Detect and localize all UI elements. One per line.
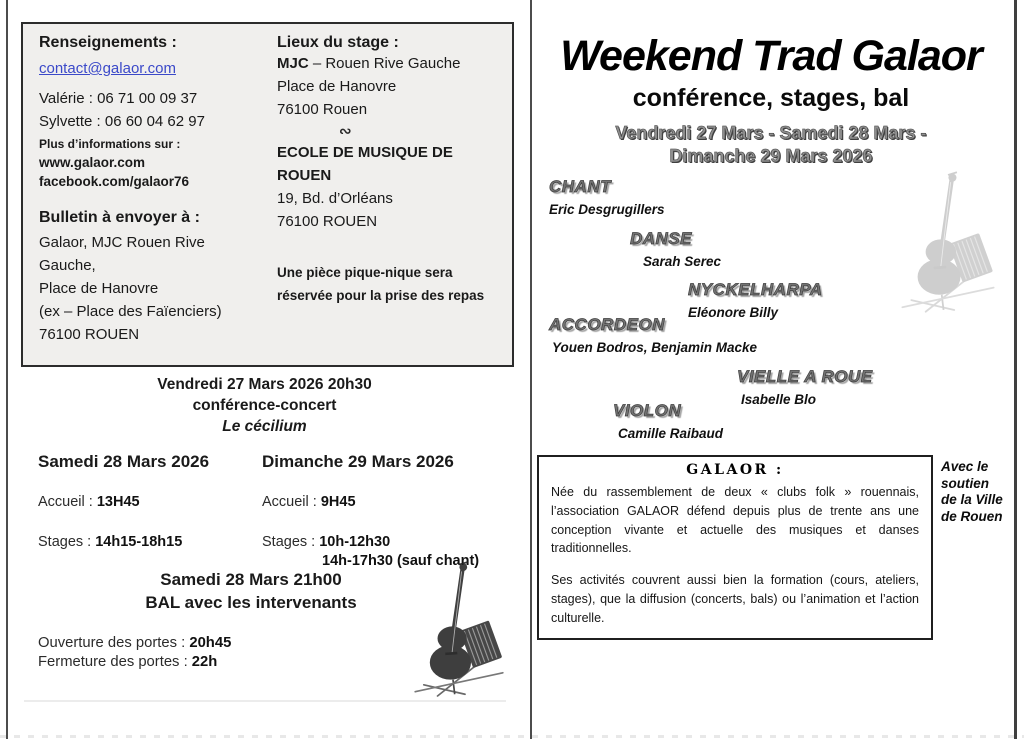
stages-label: Stages : bbox=[262, 534, 320, 550]
workshop-violon: VIOLON bbox=[613, 401, 682, 420]
stages-label: Stages : bbox=[38, 534, 96, 550]
workshop-chant: CHANT bbox=[549, 177, 611, 196]
ornament-icon: ∾ bbox=[339, 122, 352, 140]
galaor-box-title: GALAOR : bbox=[686, 462, 784, 478]
venue-mjc bbox=[277, 52, 500, 75]
venue-ecole-line: ROUEN bbox=[277, 167, 332, 184]
venue-mjc-name: MJC bbox=[277, 55, 309, 72]
workshop-accordeon-teacher: Youen Bodros, Benjamin Macke bbox=[552, 340, 758, 355]
venue-line: 19, Bd. d’Orléans bbox=[277, 190, 393, 207]
contact-info-panel bbox=[39, 34, 267, 351]
phone-sylvette: Sylvette : 06 60 04 62 97 bbox=[39, 113, 205, 130]
page-subtitle: conférence, stages, bal bbox=[632, 84, 910, 112]
address-line: (ex – Place des Faïenciers) bbox=[39, 303, 222, 320]
support-line: de Rouen bbox=[941, 508, 1003, 524]
workshop-violon-teacher: Camille Raibaud bbox=[618, 426, 724, 441]
page-edge-artifact bbox=[0, 735, 1024, 738]
page-left-border bbox=[6, 0, 8, 739]
accueil-label: Accueil : bbox=[262, 494, 321, 510]
workshop-danse-teacher: Sarah Serec bbox=[643, 254, 722, 269]
accueil-label: Accueil : bbox=[38, 494, 97, 510]
venues-panel bbox=[267, 34, 500, 351]
workshop-accordeon: ACCORDEON bbox=[549, 315, 665, 334]
picnic-note bbox=[277, 261, 500, 307]
phone-valerie: Valérie : 06 71 00 09 37 bbox=[39, 90, 198, 107]
page-title: Weekend Trad Galaor bbox=[560, 32, 982, 80]
workshop-vielle-a-roue-teacher: Isabelle Blo bbox=[741, 392, 817, 407]
support-line: soutien bbox=[941, 475, 990, 491]
bal-date: Samedi 28 Mars 21h00 bbox=[160, 570, 342, 589]
friday-event: conférence-concert bbox=[192, 397, 337, 414]
more-info-label: Plus d’informations sur : bbox=[39, 137, 181, 151]
workshop-nyckelharpa: NYCKELHARPA bbox=[688, 280, 823, 299]
sunday-schedule bbox=[262, 452, 479, 571]
accueil-value: 9H45 bbox=[320, 494, 356, 510]
friday-date: Vendredi 27 Mars 2026 20h30 bbox=[157, 376, 372, 393]
address-line: 76100 ROUEN bbox=[39, 326, 140, 343]
event-dates-line: Vendredi 27 Mars - Samedi 28 Mars - bbox=[615, 123, 927, 143]
venue-line: 76100 Rouen bbox=[277, 101, 368, 118]
doors-close-label: Fermeture des portes : bbox=[38, 654, 192, 670]
address-line: Place de Hanovre bbox=[39, 280, 159, 297]
doors-open-label: Ouverture des portes : bbox=[38, 635, 190, 651]
doors-close-value: 22h bbox=[191, 654, 218, 670]
friday-show-title: Le cécilium bbox=[222, 418, 307, 435]
picnic-note-line: Une pièce pique-nique sera bbox=[277, 265, 453, 280]
sunday-title: Dimanche 29 Mars 2026 bbox=[262, 452, 454, 471]
bulletin-heading: Bulletin à envoyer à : bbox=[39, 209, 200, 226]
event-dates bbox=[532, 122, 1010, 168]
venue-mjc-rest: – Rouen Rive Gauche bbox=[308, 55, 461, 72]
contact-heading: Renseignements : bbox=[39, 34, 177, 51]
bal-title: BAL avec les intervenants bbox=[145, 593, 357, 612]
info-box bbox=[21, 22, 514, 367]
workshop-danse: DANSE bbox=[630, 229, 693, 248]
city-support-note bbox=[941, 459, 1016, 525]
venue-ecole-line: ECOLE DE MUSIQUE DE bbox=[277, 144, 453, 161]
stages-value: 10h-12h30 bbox=[319, 534, 391, 550]
stages-value-2: 14h-17h30 (sauf chant) bbox=[322, 553, 480, 569]
saturday-title: Samedi 28 Mars 2026 bbox=[38, 452, 210, 471]
facebook-text: facebook.com/galaor76 bbox=[39, 174, 190, 189]
support-line: de la Ville bbox=[941, 492, 1003, 507]
event-dates-line: Dimanche 29 Mars 2026 bbox=[669, 146, 873, 166]
accueil-value: 13H45 bbox=[96, 494, 140, 510]
venues-heading: Lieux du stage : bbox=[277, 34, 399, 51]
venue-line: Place de Hanovre bbox=[277, 78, 397, 95]
workshop-vielle-a-roue: VIELLE A ROUE bbox=[737, 367, 873, 386]
workshop-chant-teacher: Eric Desgrugillers bbox=[549, 202, 665, 217]
picnic-note-line: réservée pour la prise des repas bbox=[277, 288, 485, 303]
doors-block bbox=[38, 634, 231, 672]
saturday-schedule bbox=[38, 452, 209, 552]
galaor-paragraph-1: Née du rassemblement de deux « clubs folk » rouennais, l’association GALAOR défend depuis plus de trente ans une conception vivante et actuelle des musiques et danses traditionnelles. bbox=[551, 485, 919, 556]
address-line: Galaor, MJC Rouen Rive bbox=[39, 234, 205, 251]
workshop-nyckelharpa-teacher: Eléonore Billy bbox=[688, 305, 779, 320]
galaor-paragraph-2: Ses activités couvrent aussi bien la formation (cours, ateliers, stages), que la diffusion (concerts, bals) ou l’animation et l’action culturelle. bbox=[551, 573, 919, 625]
email-link[interactable]: contact@galaor.com bbox=[39, 60, 176, 77]
page-right-border bbox=[1014, 0, 1017, 739]
doors-open-value: 20h45 bbox=[189, 635, 232, 651]
stages-value: 14h15-18h15 bbox=[95, 534, 183, 550]
address-line: Gauche, bbox=[39, 257, 96, 274]
website-text: www.galaor.com bbox=[39, 155, 146, 170]
venue-line: 76100 ROUEN bbox=[277, 213, 378, 230]
galaor-about-box bbox=[537, 455, 933, 640]
cello-accordion-illustration bbox=[898, 166, 998, 318]
friday-event-block bbox=[21, 374, 508, 437]
cello-accordion-illustration bbox=[410, 556, 508, 702]
support-line: Avec le bbox=[941, 459, 989, 474]
